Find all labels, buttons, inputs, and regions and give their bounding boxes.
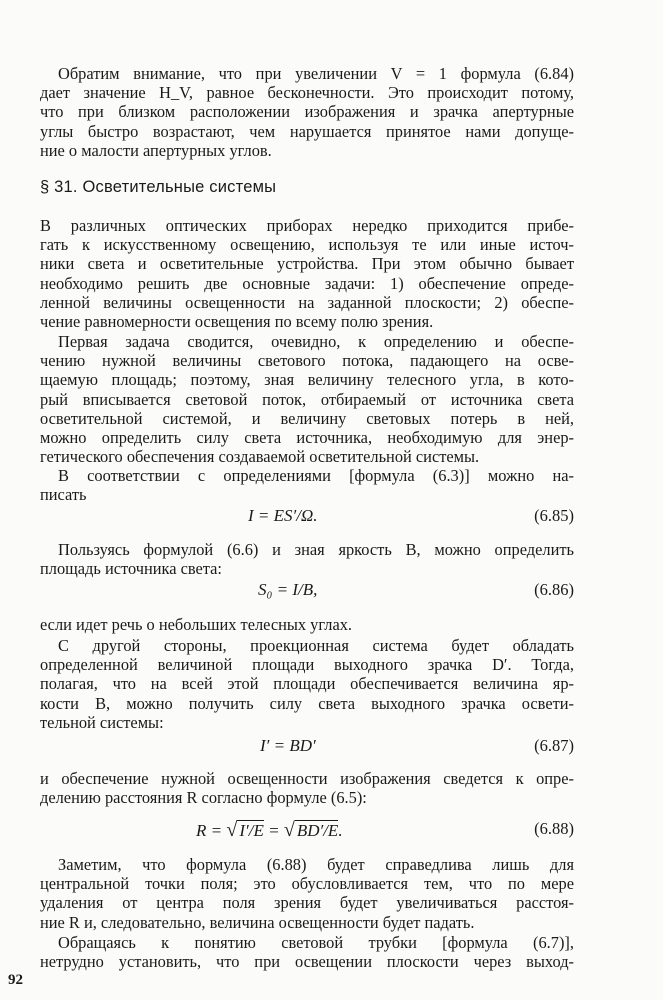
text-line: щаемую площадь; поэтому, зная величину телесного угла, в кото- xyxy=(40,370,574,390)
text-line: тельной системы: xyxy=(40,712,164,732)
text-line: и обеспечение нужной освещенности изображения сведется к опре- xyxy=(40,769,574,788)
paragraph-small-angles xyxy=(40,615,574,634)
paragraph-distance xyxy=(40,769,574,807)
text-line: определенной величиной площади выходного зрачка D′. Тогда, xyxy=(40,655,574,675)
paragraph-projection xyxy=(40,636,574,732)
formula-equals: = xyxy=(268,821,284,840)
text-line: можно определить силу света источника, необходимую для энер- xyxy=(40,428,574,448)
text-line: удаления от центра поля зрения будет увеличиваться расстоя- xyxy=(40,893,574,913)
paragraph-definitions xyxy=(40,466,574,504)
formula-number: (6.87) xyxy=(534,736,574,755)
text-line: ние R и, следовательно, величина освещенности будет падать. xyxy=(40,912,475,932)
formula-6-88 xyxy=(40,819,574,843)
text-line: В различных оптических приборах нередко приходится прибе- xyxy=(40,216,574,235)
section-heading: § 31. Осветительные системы xyxy=(40,178,277,196)
formula-expression: I = ES′/Ω. xyxy=(248,506,318,525)
text-line: необходимо решить две основные задачи: 1) обеспечение опреде- xyxy=(40,273,574,293)
formula-number: (6.86) xyxy=(534,580,574,599)
text-line: если идет речь о небольших телесных углах. xyxy=(40,615,353,634)
text-line: Обратим внимание, что при увеличении V = 1 формула (6.84) xyxy=(58,64,574,83)
text-line: делению расстояния R согласно формуле (6.5): xyxy=(40,788,367,808)
text-line: осветительной системой, и величину световых потерь в ней, xyxy=(40,408,574,428)
text-line: ленной величины освещенности на заданной плоскости; 2) обеспе- xyxy=(40,292,574,312)
text-line: Первая задача сводится, очевидно, к определению и обеспе- xyxy=(58,332,574,351)
text-line: кости B, можно получить силу света выходного зрачка освети- xyxy=(40,693,574,713)
text-line: Заметим, что формула (6.88) будет справедлива лишь для xyxy=(58,855,574,874)
text-line: Пользуясь формулой (6.6) и зная яркость B, можно определить xyxy=(58,540,574,559)
paragraph-brightness xyxy=(40,540,574,578)
sqrt-sign: √ xyxy=(283,819,295,841)
paragraph-apertures xyxy=(40,64,574,160)
text-line: писать xyxy=(40,485,87,505)
formula-expression: I′ = BD′ xyxy=(260,736,316,755)
formula-number: (6.85) xyxy=(534,506,574,525)
paragraph-first-task xyxy=(40,332,574,466)
text-line: нетрудно установить, что при освещении плоскости через выход- xyxy=(40,952,574,972)
paragraph-intro xyxy=(40,216,574,331)
text-line: гетического обеспечения создаваемой осветительной системы. xyxy=(40,447,480,467)
page-number: 92 xyxy=(8,972,23,988)
text-line: чение равномерности освещения по всему полю зрения. xyxy=(40,312,434,332)
text-line: рый вписывается световой поток, отбираемый от источника света xyxy=(40,389,574,409)
text-line: ники света и осветительные устройства. При этом обычно бывает xyxy=(40,254,574,274)
text-line: углы быстро возрастают, чем нарушается принятое нами допуще- xyxy=(40,121,574,141)
text-line: площадь источника света: xyxy=(40,559,222,579)
paragraph-validity xyxy=(40,855,574,932)
sqrt-sign: √ xyxy=(226,819,238,841)
paragraph-light-tube xyxy=(40,933,574,971)
text-line: полагая, что на всей этой площади обеспечивается величина яр- xyxy=(40,674,574,694)
formula-6-87 xyxy=(40,736,574,760)
text-line: чению нужной величины светового потока, падающего на осве- xyxy=(40,351,574,371)
text-line: центральной точки поля; это обусловливается тем, что по мере xyxy=(40,874,574,894)
sqrt-radicand: I′/E xyxy=(239,821,264,840)
sqrt-radicand: BD′/E xyxy=(296,821,339,840)
text-line: С другой стороны, проекционная система будет обладать xyxy=(58,636,574,655)
formula-expression: S₀ = I/B, xyxy=(258,580,318,599)
formula-expression xyxy=(196,819,343,842)
text-line: В соответствии с определениями [формула (6.3)] можно на- xyxy=(58,466,574,485)
text-line: Обращаясь к понятию световой трубки [формула (6.7)], xyxy=(58,933,574,952)
text-line: что при близком расположении изображения и зрачка апертурные xyxy=(40,102,574,122)
formula-lhs: R = xyxy=(196,821,227,840)
text-line: дает значение H_V, равное бесконечности. Это происходит потому, xyxy=(40,83,574,103)
text-line: гать к искусственному освещению, используя те или иные источ- xyxy=(40,235,574,255)
text-line: ние о малости апертурных углов. xyxy=(40,140,272,160)
formula-6-85 xyxy=(40,506,574,530)
formula-period: . xyxy=(338,821,343,840)
formula-number: (6.88) xyxy=(534,819,574,838)
formula-6-86 xyxy=(40,580,574,604)
